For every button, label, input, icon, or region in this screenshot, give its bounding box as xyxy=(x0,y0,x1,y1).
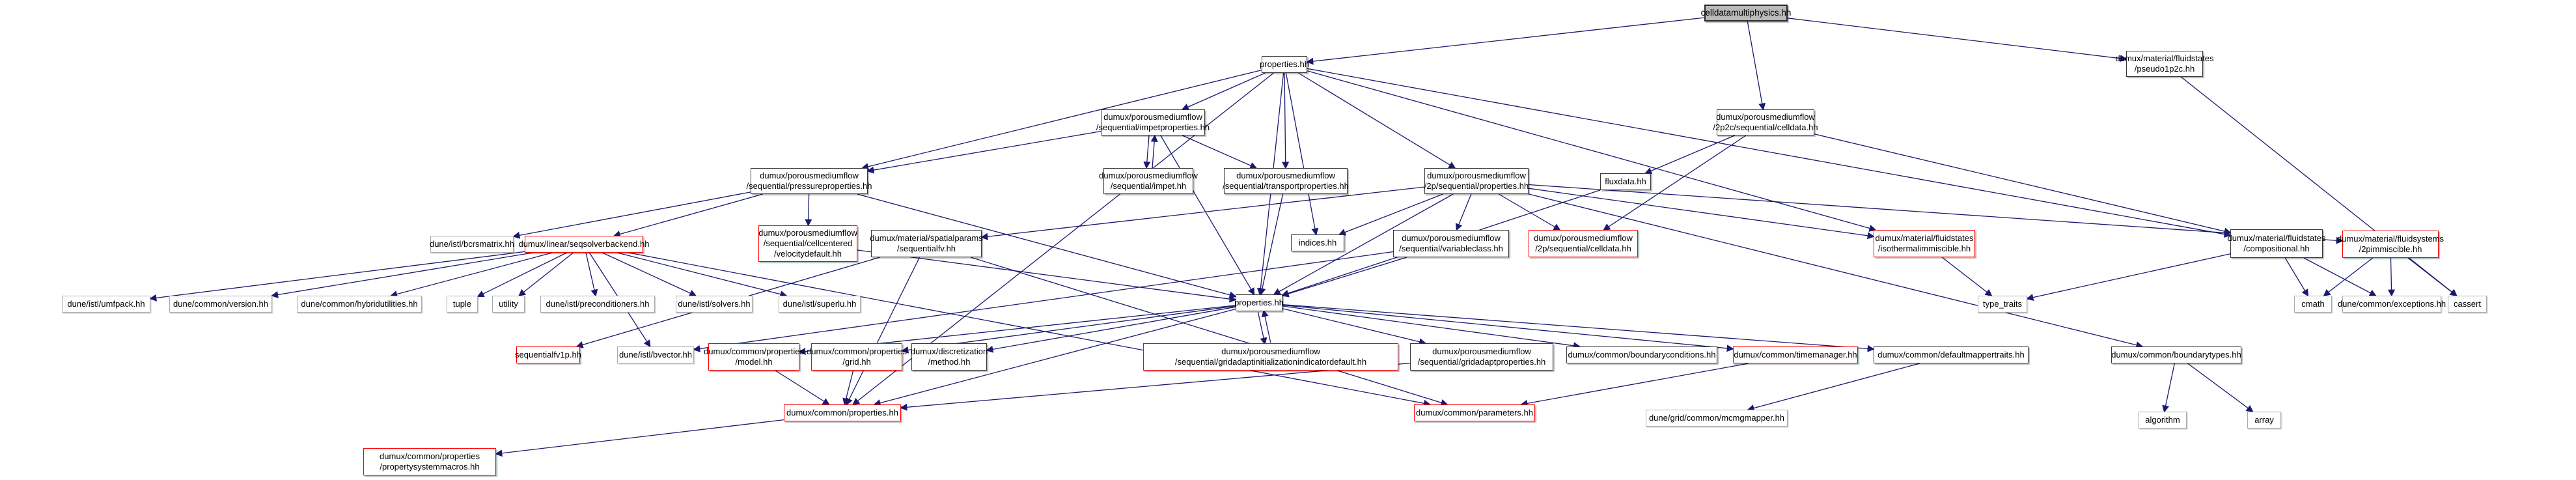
include-edge-props2p2c-to-props2p xyxy=(1298,73,1455,168)
graph-node-gridadaptproperties[interactable] xyxy=(1410,343,1553,371)
node-label-line: /2p/sequential/celldata.hh xyxy=(1535,244,1631,253)
graph-node-isothermalimmiscible[interactable] xyxy=(1874,230,1975,257)
include-edge-impetproperties-to-transportproperties xyxy=(1182,135,1256,168)
include-edge-timemanager-to-parameters xyxy=(1521,363,1749,404)
include-edge-root-to-pseudo1p2c xyxy=(1788,18,2126,59)
graph-node-compositional[interactable] xyxy=(2227,229,2326,258)
node-label-line: dumux/porousmediumflow xyxy=(1221,346,1320,357)
include-edge-properties_hub-to-timemanager xyxy=(1282,305,1733,349)
graph-node-pressureproperties[interactable] xyxy=(746,168,872,194)
node-label-line: /model.hh xyxy=(735,357,773,367)
node-label-line: /compositional.hh xyxy=(2243,244,2310,253)
include-edge-props2p-to-spatialparams_fv xyxy=(982,187,1424,237)
include-edge-seqsolverbackend-to-preconditioners xyxy=(586,253,596,296)
graph-node-utility[interactable] xyxy=(492,296,525,313)
include-edge-properties_common-to-propertysystemmacros xyxy=(496,420,784,454)
node-label-line: tuple xyxy=(452,299,472,309)
node-label-line: /sequential/impet.hh xyxy=(1110,181,1187,191)
include-edge-boundarytypes-to-array xyxy=(2188,363,2253,412)
include-edge-pressureproperties-to-seqsolverbackend xyxy=(614,194,762,236)
graph-node-version[interactable] xyxy=(169,296,272,313)
graph-node-cassert[interactable] xyxy=(2448,296,2487,313)
graph-node-defaultmappertraits[interactable] xyxy=(1874,346,2029,363)
include-edge-transportproperties-to-properties_hub xyxy=(1261,194,1283,294)
node-label-line: dumux/porousmediumflow xyxy=(1534,233,1633,244)
node-label-line: dumux/porousmediumflow xyxy=(1432,346,1531,357)
node-label-line: dumux/common/properties xyxy=(807,346,907,357)
include-edge-seqsolverbackend-to-version xyxy=(272,253,533,296)
node-label-line: celldatamultiphysics.hh xyxy=(1700,7,1792,18)
node-label-line: cassert xyxy=(2454,299,2481,309)
include-edge-seqsolverbackend-to-solvers xyxy=(602,253,695,296)
include-edge-props2p2c-to-impetproperties xyxy=(1182,73,1265,109)
node-label-line: /2p2c/sequential/celldata.hh xyxy=(1713,122,1818,132)
node-label-line: dumux/common/boundaryconditions.hh xyxy=(1568,350,1716,360)
graph-node-tuple[interactable] xyxy=(447,296,478,313)
node-label-line: dumux/common/defaultmappertraits.hh xyxy=(1877,350,2025,360)
include-edge-root-to-props2p2c xyxy=(1307,18,1704,62)
graph-node-pseudo1p2c[interactable] xyxy=(2115,51,2214,77)
node-label-line: /velocitydefault.hh xyxy=(773,248,842,259)
node-label-line: dune/istl/preconditioners.hh xyxy=(546,299,650,309)
graph-node-timemanager[interactable] xyxy=(1733,346,1858,363)
node-label-line: /sequential/pressureproperties.hh xyxy=(746,181,872,191)
graph-node-boundarytypes[interactable] xyxy=(2111,346,2241,363)
node-label-line: dumux/common/parameters.hh xyxy=(1416,408,1533,418)
graph-node-twopimmiscible[interactable] xyxy=(2337,231,2444,258)
include-edge-compositional-to-type_traits xyxy=(2027,254,2230,299)
node-label-line: algorithm xyxy=(2145,415,2180,425)
node-label-line: sequentialfv1p.hh xyxy=(515,350,581,360)
include-edge-props2p2c-to-isothermalimmiscible xyxy=(1307,71,1876,230)
node-label-line: dumux/material/fluidstates xyxy=(2227,233,2326,244)
include-edge-properties_hub-to-boundaryconditions xyxy=(1282,306,1579,346)
node-label-line: /method.hh xyxy=(928,357,971,367)
node-label-line: dumux/common/properties xyxy=(380,451,480,462)
graph-node-exceptions[interactable] xyxy=(2337,296,2446,313)
node-label-line: dune/common/version.hh xyxy=(173,299,268,309)
node-label-line: /isothermalimmiscible.hh xyxy=(1877,244,1971,253)
node-label-line: /sequential/impetproperties.hh xyxy=(1096,122,1210,132)
graph-node-hybridutilities[interactable] xyxy=(297,296,422,313)
graph-node-props2p2c[interactable] xyxy=(1262,56,1307,73)
node-label-line: dune/istl/superlu.hh xyxy=(782,299,857,309)
node-label-line: fluxdata.hh xyxy=(1605,176,1646,187)
graph-node-transportproperties[interactable] xyxy=(1224,168,1348,194)
include-edge-impet-to-impetproperties xyxy=(1152,135,1155,168)
include-edge-props2p2c-to-indices xyxy=(1286,73,1316,234)
include-edge-defaultmappertraits-to-mcmgmapper xyxy=(1748,363,1920,410)
node-label-line: dune/common/exceptions.hh xyxy=(2337,299,2446,309)
include-edge-spatialparams_fv-to-properties_common xyxy=(847,257,920,404)
graph-node-bvector[interactable] xyxy=(617,346,694,363)
graph-node-root[interactable] xyxy=(1700,5,1792,21)
graph-node-boundaryconditions[interactable] xyxy=(1566,346,1717,363)
node-label-line: dumux/material/fluidstates xyxy=(1875,233,1974,244)
node-label-line: utility xyxy=(499,299,518,309)
node-label-line: /sequential/gridadaptinitializationindicatordefault.hh xyxy=(1174,357,1367,367)
node-label-line: cmath xyxy=(2301,299,2325,309)
node-label-line: dumux/common/timemanager.hh xyxy=(1734,350,1857,360)
graph-node-gridadaptinit[interactable] xyxy=(1143,343,1398,371)
include-edge-properties_hub-to-gridadaptinit xyxy=(1258,312,1265,344)
include-edge-impetproperties-to-pressureproperties xyxy=(868,132,1101,171)
graph-node-superlu[interactable] xyxy=(779,296,861,313)
node-label-line: properties.hh xyxy=(1234,298,1284,308)
node-label-line: dune/istl/bcrsmatrix.hh xyxy=(429,239,515,249)
graph-node-spatialparams_fv[interactable] xyxy=(871,230,982,257)
node-label-line: array xyxy=(2254,415,2274,425)
graph-node-celldata2p2c[interactable] xyxy=(1713,109,1818,135)
graph-node-parameters[interactable] xyxy=(1414,404,1535,421)
node-label-line: dumux/common/properties.hh xyxy=(786,408,898,418)
node-label-line: dumux/porousmediumflow xyxy=(1716,112,1815,122)
graph-node-props2p[interactable] xyxy=(1424,168,1529,194)
graph-node-fluxdata[interactable] xyxy=(1600,173,1651,190)
graph-node-indices[interactable] xyxy=(1291,234,1344,251)
node-label-line: dumux/discretization xyxy=(910,346,988,357)
include-edge-velocitydefault-to-properties_hub xyxy=(857,250,1236,300)
include-edge-boundarytypes-to-algorithm xyxy=(2165,363,2175,412)
include-edge-props2p2c-to-compositional xyxy=(1307,68,2230,235)
node-label-line: dumux/porousmediumflow xyxy=(760,171,859,181)
include-edge-celldata2p2c-to-fluxdata xyxy=(1646,135,1735,173)
node-label-line: /2pimmiscible.hh xyxy=(2359,244,2422,254)
node-label-line: dumux/linear/seqsolverbackend.hh xyxy=(518,239,650,249)
include-edge-gridadaptinit-to-properties_hub xyxy=(1264,311,1271,343)
node-label-line: dumux/common/properties xyxy=(704,346,804,357)
node-label-line: /sequentialfv.hh xyxy=(896,244,956,253)
include-edge-celldata2p2c-to-compositional xyxy=(1814,134,2230,233)
graph-node-cmath[interactable] xyxy=(2294,296,2332,313)
node-label-line: /2p/sequential/properties.hh xyxy=(1424,181,1529,191)
node-label-line: dune/common/hybridutilities.hh xyxy=(301,299,418,309)
include-edge-pressureproperties-to-bcrsmatrix xyxy=(514,192,751,236)
node-label-line: /grid.hh xyxy=(842,357,871,367)
graph-node-type_traits[interactable] xyxy=(1978,296,2027,313)
graph-node-impet[interactable] xyxy=(1099,168,1198,194)
include-edge-twopimmiscible-to-cassert xyxy=(2408,258,2456,296)
graph-node-propertysystemmacros[interactable] xyxy=(363,448,496,475)
graph-node-method[interactable] xyxy=(911,343,987,371)
include-edge-props2p-to-boundarytypes xyxy=(1529,194,2142,346)
graph-node-velocitydefault[interactable] xyxy=(758,225,857,262)
node-label-line: dumux/porousmediumflow xyxy=(1099,171,1198,181)
node-label-line: properties.hh xyxy=(1260,59,1309,70)
graph-node-impetproperties[interactable] xyxy=(1096,109,1210,135)
node-label-line: dumux/porousmediumflow xyxy=(1236,171,1335,181)
graph-node-model[interactable] xyxy=(704,343,804,371)
node-label-line: dumux/porousmediumflow xyxy=(1103,112,1202,122)
node-label-line: dumux/porousmediumflow xyxy=(1427,171,1526,181)
graph-node-celldata2p[interactable] xyxy=(1529,230,1638,257)
node-label-line: /propertysystemmacros.hh xyxy=(380,462,480,472)
node-label-line: /sequential/transportproperties.hh xyxy=(1223,181,1349,191)
graph-node-mcmgmapper[interactable] xyxy=(1646,410,1788,427)
node-label-line: /sequential/cellcentered xyxy=(763,238,853,249)
node-label-line: dumux/porousmediumflow xyxy=(758,228,857,238)
include-edge-root-to-celldata2p2c xyxy=(1747,21,1763,109)
node-label-line: dune/istl/umfpack.hh xyxy=(67,299,145,309)
include-edge-seqsolverbackend-to-hybridutilities xyxy=(391,253,553,296)
include-edge-pseudo1p2c-to-cassert xyxy=(2181,77,2456,296)
include-edge-props2p-to-variableclass xyxy=(1457,194,1471,230)
include-edge-props2p2c-to-transportproperties xyxy=(1284,73,1286,168)
include-edge-compositional-to-cmath xyxy=(2285,258,2308,296)
graph-node-properties_common[interactable] xyxy=(784,404,901,421)
graph-node-seqsolverbackend[interactable] xyxy=(518,236,650,253)
node-label-line: dune/istl/solvers.hh xyxy=(678,299,751,309)
node-label-line: type_traits xyxy=(1983,299,2022,309)
include-edge-props2p-to-isothermalimmiscible xyxy=(1529,188,1874,236)
graph-node-sequentialfv1p[interactable] xyxy=(516,346,580,363)
node-label-line: dune/istl/bvector.hh xyxy=(618,350,693,360)
include-edge-twopimmiscible-to-exceptions xyxy=(2391,258,2392,296)
graph-node-algorithm[interactable] xyxy=(2139,412,2187,429)
graph-node-array[interactable] xyxy=(2247,412,2281,429)
node-label-line: indices.hh xyxy=(1298,238,1337,248)
node-label-line: dumux/material/fluidsystems xyxy=(2337,234,2444,244)
graph-node-properties_hub[interactable] xyxy=(1236,294,1282,311)
include-edge-properties_hub-to-defaultmappertraits xyxy=(1282,305,1874,349)
include-edge-impetproperties-to-impet xyxy=(1146,135,1149,168)
graph-node-bcrsmatrix[interactable] xyxy=(430,236,514,253)
node-label-line: dune/grid/common/mcmgmapper.hh xyxy=(1648,413,1785,423)
graph-node-solvers[interactable] xyxy=(676,296,753,313)
node-label-line: dumux/porousmediumflow xyxy=(1402,233,1501,244)
include-edge-isothermalimmiscible-to-type_traits xyxy=(1942,257,1991,296)
node-label-line: dumux/material/spatialparams xyxy=(870,233,983,244)
node-label-line: /sequential/gridadaptproperties.hh xyxy=(1417,357,1546,367)
node-label-line: /pseudo1p2c.hh xyxy=(2134,64,2195,74)
node-label-line: dumux/material/fluidstates xyxy=(2115,53,2214,64)
include-edge-impetproperties-to-properties_hub xyxy=(1161,135,1254,294)
graph-node-grid[interactable] xyxy=(807,343,907,371)
node-label-line: dumux/common/boundarytypes.hh xyxy=(2111,350,2241,360)
graph-node-preconditioners[interactable] xyxy=(540,296,655,313)
include-edge-model-to-properties_common xyxy=(775,371,829,404)
graph-node-variableclass[interactable] xyxy=(1393,230,1509,257)
include-edge-variableclass-to-properties_hub xyxy=(1282,257,1407,296)
node-label-line: /sequential/variableclass.hh xyxy=(1399,244,1503,253)
graph-node-umfpack[interactable] xyxy=(62,296,150,313)
